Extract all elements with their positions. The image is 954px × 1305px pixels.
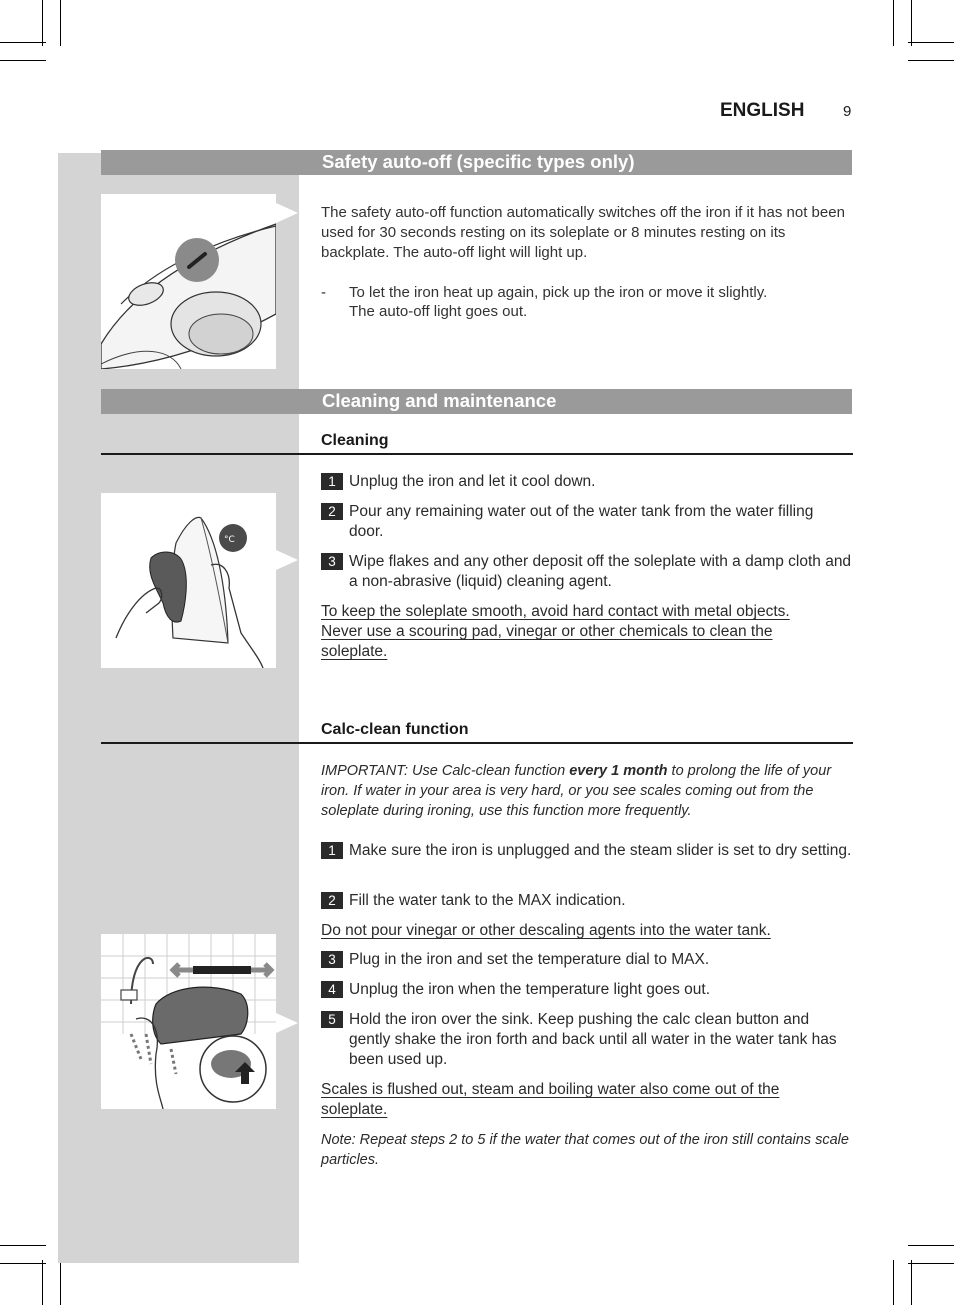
- step-text: Plug in the iron and set the temperature dial to MAX.: [349, 951, 710, 968]
- image-pointer: [276, 1013, 298, 1033]
- calc-step: [321, 950, 852, 970]
- safety-bullet-line: The auto-off light goes out.: [349, 303, 528, 320]
- calc-step: [321, 891, 852, 911]
- cleaning-warning: soleplate.: [321, 643, 388, 660]
- crop-mark: [0, 1245, 46, 1246]
- cleaning-step: [321, 552, 852, 592]
- step-number: 1: [321, 842, 343, 859]
- calc-clean-illustration: [101, 934, 276, 1109]
- vinegar-warning: Do not pour vinegar or other descaling agents into the water tank.: [321, 922, 771, 939]
- crop-mark: [60, 1260, 61, 1305]
- scales-warning: soleplate.: [321, 1101, 388, 1118]
- section-bar-cleaning-maintenance: [101, 389, 852, 414]
- divider: [101, 742, 853, 744]
- crop-mark: [0, 42, 46, 43]
- section-title: Cleaning and maintenance: [322, 390, 557, 411]
- step-number: 3: [321, 553, 343, 570]
- step-number: 1: [321, 473, 343, 490]
- step-text: Wipe flakes and any other deposit off the soleplate with a damp cloth and a non-abrasive (liquid) cleaning agent.: [349, 553, 852, 590]
- important-text: to prolong the life of your iron. If water in your area is very hard, or you see scales coming out from the soleplate during ironing, use this function more frequently.: [321, 763, 832, 819]
- step-text: Fill the water tank to the MAX indication.: [349, 892, 626, 909]
- crop-mark: [42, 1260, 43, 1305]
- crop-mark: [908, 60, 954, 61]
- section-title: Safety auto-off (specific types only): [322, 151, 635, 172]
- important-emphasis: every 1 month: [569, 763, 668, 779]
- calc-step: [321, 841, 852, 861]
- step-number: 2: [321, 892, 343, 909]
- calc-important-note: [321, 761, 852, 821]
- cleaning-step: [321, 472, 852, 492]
- language-header: ENGLISH: [720, 100, 805, 121]
- crop-mark: [908, 1263, 954, 1264]
- cleaning-warning: To keep the soleplate smooth, avoid hard contact with metal objects.: [321, 603, 790, 620]
- crop-mark: [893, 0, 894, 46]
- safety-bullet-line: To let the iron heat up again, pick up the iron or move it slightly.: [349, 284, 768, 301]
- crop-mark: [911, 1260, 912, 1305]
- cleaning-step: [321, 502, 852, 542]
- section-bar-safety: [101, 150, 852, 175]
- step-text: Make sure the iron is unplugged and the steam slider is set to dry setting.: [349, 842, 852, 859]
- safety-bullet-marker: -: [321, 284, 326, 301]
- crop-mark: [911, 0, 912, 46]
- repeat-note: Note: Repeat steps 2 to 5 if the water that comes out of the iron still contains scale particles.: [321, 1132, 849, 1168]
- image-pointer: [276, 550, 298, 570]
- step-text: Unplug the iron and let it cool down.: [349, 473, 596, 490]
- crop-mark: [908, 42, 954, 43]
- step-text: Pour any remaining water out of the water tank from the water filling door.: [349, 503, 814, 540]
- crop-mark: [0, 60, 46, 61]
- cleaning-warning: Never use a scouring pad, vinegar or other chemicals to clean the: [321, 623, 773, 640]
- cleaning-illustration: [101, 493, 276, 668]
- crop-mark: [893, 1260, 894, 1305]
- crop-mark: [42, 0, 43, 46]
- image-pointer: [276, 203, 298, 223]
- temperature-icon: °C: [224, 535, 235, 545]
- step-number: 5: [321, 1011, 343, 1028]
- scales-warning: Scales is flushed out, steam and boiling water also come out of the: [321, 1081, 780, 1098]
- crop-mark: [0, 1263, 46, 1264]
- subsection-title-calc-clean: Calc-clean function: [321, 721, 469, 738]
- step-number: 3: [321, 951, 343, 968]
- calc-step: [321, 1010, 852, 1070]
- auto-off-illustration: [101, 194, 276, 369]
- step-text: Hold the iron over the sink. Keep pushing the calc clean button and gently shake the iron forth and back until all water in the water tank has been used up.: [349, 1011, 837, 1068]
- subsection-title-cleaning: Cleaning: [321, 432, 389, 449]
- step-number: 4: [321, 981, 343, 998]
- calc-step: [321, 980, 852, 1000]
- crop-mark: [908, 1245, 954, 1246]
- page-number: 9: [843, 103, 852, 120]
- important-text: IMPORTANT: Use Calc-clean function: [321, 763, 570, 779]
- step-text: Unplug the iron when the temperature light goes out.: [349, 981, 711, 998]
- step-number: 2: [321, 503, 343, 520]
- safety-body: The safety auto-off function automatically switches off the iron if it has not been used for 30 seconds resting on its soleplate or 8 minutes resting on its backplate. The auto-off light will light up.: [321, 204, 845, 261]
- crop-mark: [60, 0, 61, 46]
- divider: [101, 453, 853, 455]
